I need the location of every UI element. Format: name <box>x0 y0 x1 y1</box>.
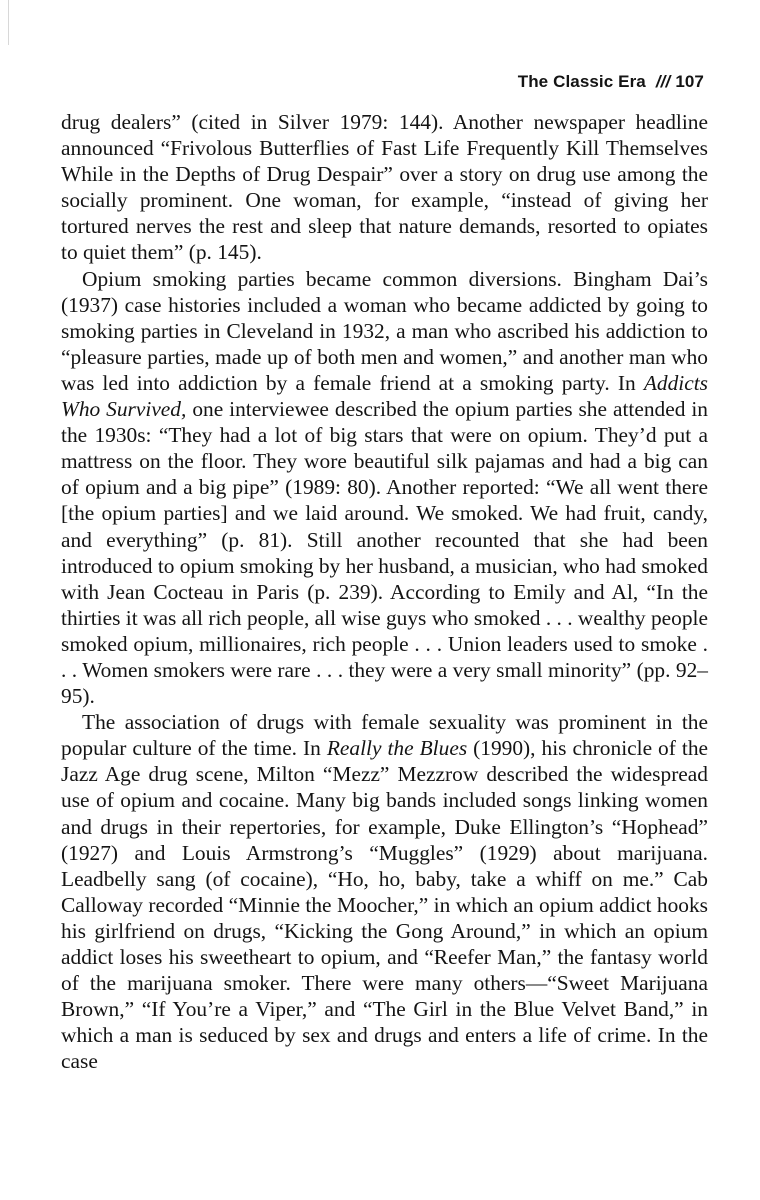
paragraph-3 <box>61 709 708 1074</box>
running-title: The Classic Era <box>517 72 646 91</box>
header-separator: /// <box>655 72 671 91</box>
running-header <box>518 72 704 92</box>
paragraph-2 <box>61 266 708 710</box>
book-title-really-the-blues: Really the Blues <box>326 736 468 761</box>
page-number: 107 <box>675 72 704 91</box>
body-text <box>61 109 708 1074</box>
paragraph-1 <box>61 109 708 266</box>
paragraph-text: Opium smoking parties became common diversions. Bingham Dai’s (1937) case histories included a woman who became addicted by going to smoking parties in Cleveland in 1932, a man who ascribed his addiction to “pleasure parties, made up of both men and women,” and another man who was led into addiction by a female friend at a smoking party. In <box>61 266 708 395</box>
paragraph-text: one interviewee described the opium parties she attended in the 1930s: “They had a lot of big stars that were on opium. They’d put a mattress on the floor. They wore beautiful silk pajamas and had a big can of opium and a big pipe” (1989: 80). Another reported: “We all went there [the opium parties] and we laid around. We smoked. We had fruit, candy, and everything” (p. 81). Still another recounted that she had been introduced to opium smoking by her husband, a musician, who had smoked with Jean Cocteau in Paris (p. 239). According to Emily and Al, “In the thirties it was all rich people, all wise guys who smoked . . . wealthy people smoked opium, millionaires, rich people . . . Union leaders used to smoke . . . Women smokers were rare . . . they were a very small minority” (pp. 92–95). <box>61 397 708 709</box>
paragraph-text: The association of drugs with female sexuality was prominent in the popular culture of the time. In <box>61 710 708 761</box>
page-edge-rule <box>8 0 9 45</box>
paragraph-text: drug dealers” (cited in Silver 1979: 144). Another newspaper headline announced “Frivolous Butterflies of Fast Life Frequently Kill Themselves While in the Depths of Drug Despair” over a story on drug use among the socially prominent. One woman, for example, “instead of giving her tortured nerves the rest and sleep that nature demands, resorted to opiates to quiet them” (p. 145). <box>61 110 708 265</box>
book-title-addicts-who-survived: Addicts Who Survived, <box>61 370 708 422</box>
paragraph-text: (1990), his chronicle of the Jazz Age drug scene, Milton “Mezz” Mezzrow described the widespread use of opium and cocaine. Many big bands included songs linking women and drugs in their repertories, for example, Duke Ellington’s “Hophead” (1927) and Louis Armstrong’s “Muggles” (1929) about marijuana. Leadbelly sang (of cocaine), “Ho, ho, baby, take a whiff on me.” Cab Calloway recorded “Minnie the Moocher,” in which an opium addict hooks his girlfriend on drugs, “Kicking the Gong Around,” in which an opium addict loses his sweetheart to opium, and “Reefer Man,” the fantasy world of the marijuana smoker. There were many others—“Sweet Marijuana Brown,” “If You’re a Viper,” and “The Girl in the Blue Velvet Band,” in which a man is seduced by sex and drugs and enters a life of crime. In the case <box>61 736 709 1074</box>
